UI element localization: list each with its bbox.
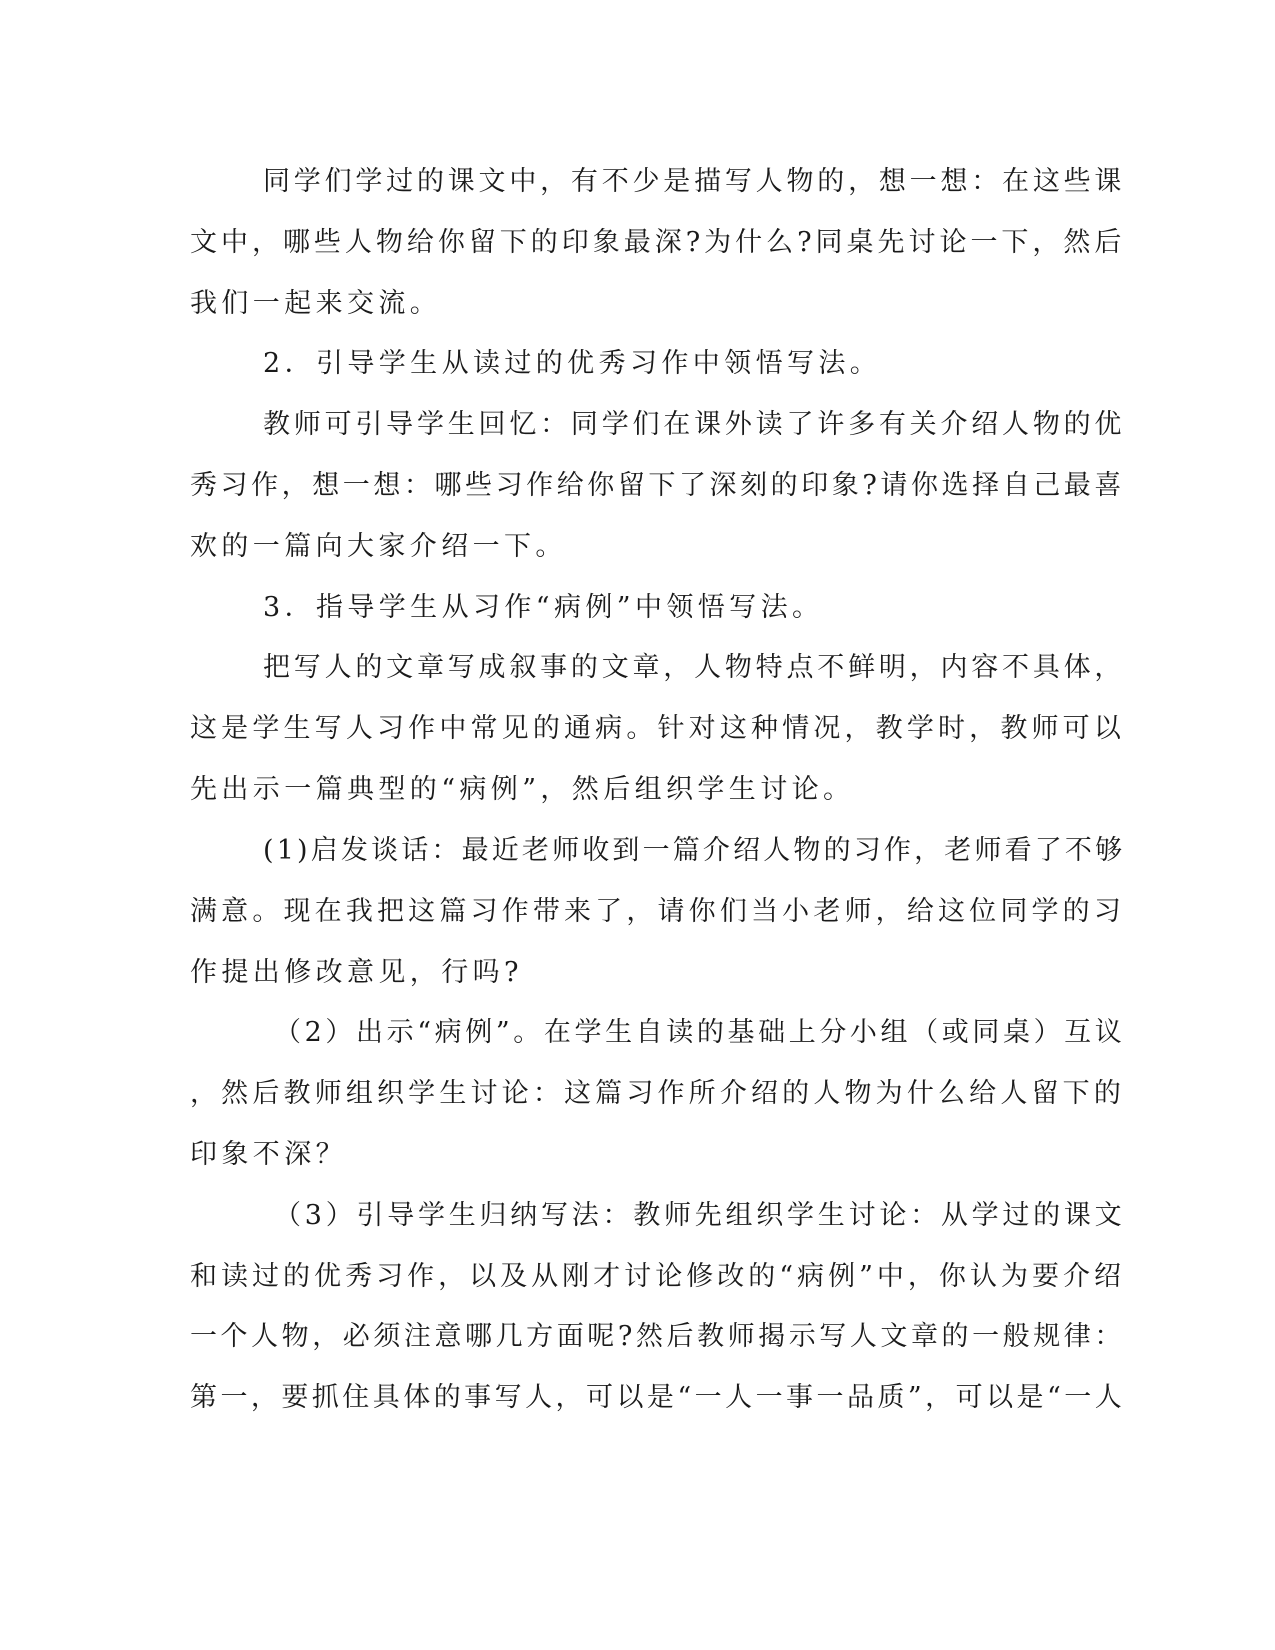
text-line: 秀习作，想一想：哪些习作给你留下了深刻的印象?请你选择自己最喜 (190, 470, 1125, 501)
text-line: 欢的一篇向大家介绍一下。 (190, 531, 567, 562)
text-line: 我们一起来交流。 (190, 288, 442, 319)
text-line: 把写人的文章写成叙事的文章，人物特点不鲜明，内容不具体， (263, 652, 1126, 683)
text-line: 这是学生写人习作中常见的通病。针对这种情况，教学时，教师可以 (190, 713, 1125, 744)
text-line: ，然后教师组织学生讨论：这篇习作所介绍的人物为什么给人留下的 (190, 1078, 1125, 1109)
text-line: 教师可引导学生回忆：同学们在课外读了许多有关介绍人物的优 (263, 409, 1126, 440)
text-line: 2．引导学生从读过的优秀习作中领悟写法。 (263, 348, 882, 379)
text-line: 第一，要抓住具体的事写人，可以是“一人一事一品质”，可以是“一人 (190, 1382, 1126, 1413)
text-line: 满意。现在我把这篇习作带来了，请你们当小老师，给这位同学的习 (190, 896, 1125, 927)
text-line: 先出示一篇典型的“病例”，然后组织学生讨论。 (190, 774, 855, 805)
text-line: 文中，哪些人物给你留下的印象最深?为什么?同桌先讨论一下，然后 (190, 227, 1126, 258)
text-line: 和读过的优秀习作，以及从刚才讨论修改的“病例”中，你认为要介绍 (190, 1261, 1126, 1292)
text-line: 印象不深？ (190, 1139, 347, 1170)
text-line: （3）引导学生归纳写法：教师先组织学生讨论：从学过的课文 (274, 1200, 1126, 1231)
text-line: 作提出修改意见，行吗? (190, 957, 523, 988)
text-line: 一个人物，必须注意哪几方面呢?然后教师揭示写人文章的一般规律： (190, 1321, 1125, 1352)
text-line: (1)启发谈话：最近老师收到一篇介绍人物的习作，老师看了不够 (263, 835, 1126, 866)
text-line: 3．指导学生从习作“病例”中领悟写法。 (263, 592, 824, 623)
text-line: （2）出示“病例”。在学生自读的基础上分小组（或同桌）互议 (274, 1017, 1126, 1048)
text-line: 同学们学过的课文中，有不少是描写人物的，想一想：在这些课 (263, 166, 1126, 197)
